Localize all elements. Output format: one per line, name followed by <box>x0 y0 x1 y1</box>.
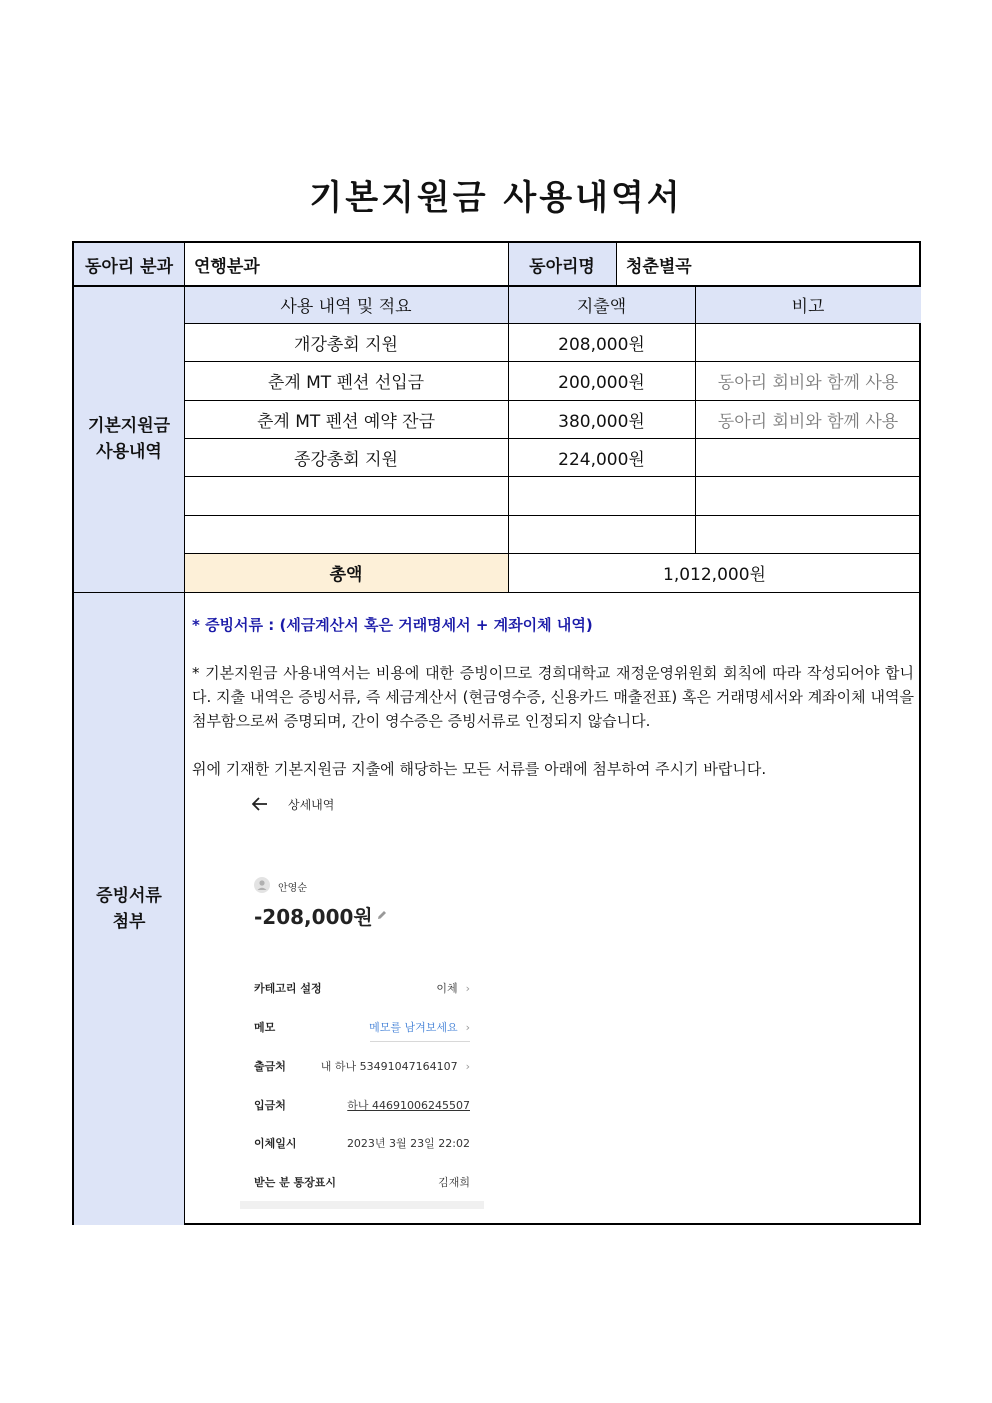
receipt-row-value: 내 하나 53491047164107 <box>320 1060 458 1073</box>
grid-line <box>508 243 509 592</box>
total-label: 총액 <box>184 553 508 592</box>
receipt-row-value: 김재희 <box>438 1176 470 1189</box>
back-arrow-icon <box>252 797 268 811</box>
column-header-desc: 사용 내역 및 적요 <box>184 285 508 323</box>
grid-line <box>74 285 921 287</box>
avatar-icon <box>254 877 270 893</box>
usage-report-table <box>72 241 921 1225</box>
row-note <box>695 476 921 515</box>
receipt-row-key: 카테고리 설정 <box>254 982 322 995</box>
bank-transfer-receipt <box>240 793 484 1213</box>
receipt-account-name: 안영순 <box>278 883 307 894</box>
chevron-right-icon: › <box>465 1060 470 1073</box>
chevron-right-icon: › <box>465 1021 470 1034</box>
grid-line <box>184 476 921 477</box>
row-amount <box>508 476 695 515</box>
total-value: 1,012,000원 <box>663 565 766 585</box>
row-desc: 종강총회 지원 <box>294 449 398 470</box>
receipt-screen-title: 상세내역 <box>288 798 335 812</box>
row-amount <box>508 515 695 553</box>
grid-line <box>74 592 921 593</box>
grid-line <box>184 438 921 439</box>
receipt-row-key: 메모 <box>254 1021 276 1034</box>
receipt-row-key: 출금처 <box>254 1060 286 1073</box>
row-desc: 개강총회 지원 <box>294 334 398 355</box>
instruction-note: 위에 기재한 기본지원금 지출에 해당하는 모든 서류를 아래에 첨부하여 주시기 바랍니다. <box>192 760 767 778</box>
club-name-label: 동아리명 <box>508 243 616 285</box>
usage-label-line2: 사용내역 <box>96 441 162 462</box>
receipt-row-value: 하나 44691006245507 <box>347 1099 470 1112</box>
document-title: 기본지원금 사용내역서 <box>309 178 683 218</box>
chevron-right-icon: › <box>465 982 470 995</box>
explanation-note: * 기본지원금 사용내역서는 비용에 대한 증빙이므로 경희대학교 재정운영위원회 회칙에 따라 작성되어야 합니다. 지출 내역은 증빙서류, 즉 세금계산서 (현금영수증, 신용카드 매출전표) 혹은 거래명세서와 계좌이체 내역을 첨부함으로써 증명되며, 간이 영수증은 증빙서류로 인정되지 않습니다. <box>192 664 914 730</box>
receipt-row <box>254 1133 470 1153</box>
grid-line <box>695 285 696 553</box>
column-header-note: 비고 <box>695 285 921 323</box>
evidence-section-label <box>74 592 184 1225</box>
row-amount: 208,000원 <box>558 334 645 355</box>
usage-section-label <box>74 285 184 592</box>
pencil-icon <box>376 909 388 921</box>
receipt-row-value: 메모를 남겨보세요 <box>369 1021 458 1034</box>
required-docs-note: * 증빙서류 : (세금계산서 혹은 거래명세서 + 계좌이체 내역) <box>192 616 593 634</box>
row-note: 동아리 회비와 함께 사용 <box>717 373 899 393</box>
memo-underline <box>370 1041 470 1042</box>
row-desc: 춘계 MT 펜션 예약 잔금 <box>256 411 436 432</box>
row-note <box>695 438 921 476</box>
receipt-row <box>254 1095 470 1115</box>
receipt-bottom-bar <box>240 1201 484 1209</box>
grid-line <box>184 400 921 401</box>
grid-line <box>184 243 185 1225</box>
usage-label-line1: 기본지원금 <box>87 415 171 436</box>
row-amount: 380,000원 <box>558 411 645 432</box>
receipt-row <box>254 1017 470 1037</box>
receipt-row-value: 이체 <box>436 982 458 995</box>
receipt-row-value: 2023년 3월 23일 22:02 <box>346 1137 470 1150</box>
row-desc <box>184 476 508 515</box>
grid-line <box>184 553 921 554</box>
receipt-row <box>254 1056 470 1076</box>
evidence-label-line1: 증빙서류 <box>96 885 162 906</box>
row-note <box>695 323 921 361</box>
row-desc: 춘계 MT 펜션 선입금 <box>267 373 425 393</box>
receipt-row <box>254 978 470 998</box>
club-category-label: 동아리 분과 <box>74 243 184 285</box>
receipt-row <box>254 1172 470 1192</box>
grid-line <box>184 323 921 324</box>
row-amount: 224,000원 <box>558 449 645 470</box>
evidence-label-line2: 첨부 <box>112 911 146 932</box>
receipt-amount: -208,000원 <box>254 905 373 929</box>
row-desc <box>184 515 508 553</box>
column-header-amount: 지출액 <box>508 285 695 323</box>
club-category-value: 연행분과 <box>194 256 260 277</box>
grid-line <box>184 515 921 516</box>
grid-line <box>184 361 921 362</box>
receipt-row-key: 받는 분 통장표시 <box>254 1176 337 1189</box>
receipt-row-key: 입금처 <box>254 1099 286 1112</box>
row-note <box>695 515 921 553</box>
club-name-value: 청춘별곡 <box>626 256 692 277</box>
row-note: 동아리 회비와 함께 사용 <box>717 411 899 432</box>
row-amount: 200,000원 <box>558 373 645 393</box>
receipt-row-key: 이체일시 <box>254 1137 297 1150</box>
grid-line <box>616 243 617 285</box>
